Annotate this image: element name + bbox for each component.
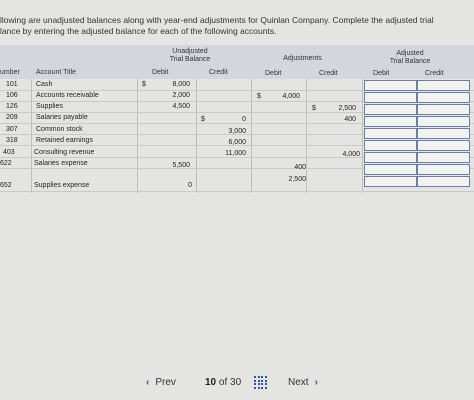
unadjusted-credit: 11,000 <box>225 150 246 157</box>
column-divider <box>196 79 197 193</box>
adjustments-header: Adjustments <box>283 55 322 62</box>
dollar-sign: $ <box>257 93 261 100</box>
unadjusted-debit: 5,500 <box>172 162 190 169</box>
account-title: Retained earnings <box>36 137 93 144</box>
adjustments-debit: 4,000 <box>282 93 300 100</box>
adjusted-debit-input[interactable] <box>364 164 417 175</box>
account-number: 652 <box>0 182 12 189</box>
adjusted-header <box>365 50 455 66</box>
account-number: 106 <box>6 92 18 99</box>
column-divider <box>137 79 138 193</box>
chevron-left-icon: ‹ <box>146 377 150 388</box>
account-number: 101 <box>6 81 18 88</box>
account-number: 403 <box>3 149 15 156</box>
instructions-line-2: lance by entering the adjusted balance for each of the following accounts. <box>0 26 277 36</box>
number-column-header: umber <box>0 69 20 76</box>
grid-icon[interactable] <box>254 376 267 389</box>
unadjusted-header <box>150 48 230 64</box>
account-title: Accounts receivable <box>36 92 99 99</box>
adjusted-debit-input[interactable] <box>364 92 417 103</box>
adjusted-credit-input[interactable] <box>417 92 470 103</box>
adjusted-credit-input[interactable] <box>417 152 470 163</box>
unadjusted-credit-header: Credit <box>209 69 228 76</box>
adjusted-header-line-1: Adjusted <box>396 50 424 57</box>
column-divider <box>362 79 363 193</box>
chevron-right-icon: › <box>314 377 318 388</box>
account-title: Consulting revenue <box>34 149 95 156</box>
adjusted-credit-input[interactable] <box>417 176 470 187</box>
unadjusted-credit: 0 <box>242 116 246 123</box>
dollar-sign: $ <box>142 81 146 88</box>
account-title: Supplies expense <box>34 182 90 189</box>
adjustments-debit: 400 <box>294 164 306 171</box>
instructions-line-1: llowing are unadjusted balances along with year-end adjustments for Quinlan Company. Complete the adjusted trial <box>0 15 434 25</box>
account-title: Common stock <box>36 126 83 133</box>
account-title-column-header: Account Title <box>36 69 77 76</box>
account-number: 126 <box>6 103 18 110</box>
column-divider <box>31 79 32 193</box>
column-divider <box>306 79 307 193</box>
adjusted-credit-input[interactable] <box>417 80 470 91</box>
next-label: Next <box>288 377 309 388</box>
adjusted-debit-input[interactable] <box>364 80 417 91</box>
adjustments-credit-header: Credit <box>319 70 338 77</box>
adjusted-debit-input[interactable] <box>364 140 417 151</box>
current-page: 10 <box>205 377 217 388</box>
pagination-bar <box>0 365 474 395</box>
adjustments-credit: 4,000 <box>342 151 360 158</box>
account-title: Supplies <box>36 103 63 110</box>
unadjusted-debit: 8,000 <box>172 81 190 88</box>
adjusted-debit-input[interactable] <box>364 128 417 139</box>
row-divider <box>0 191 474 192</box>
adjusted-credit-header: Credit <box>425 70 444 77</box>
next-button[interactable] <box>288 377 318 388</box>
adjusted-credit-input[interactable] <box>417 128 470 139</box>
adjusted-debit-input[interactable] <box>364 104 417 115</box>
adjusted-credit-input[interactable] <box>417 164 470 175</box>
account-title: Cash <box>36 81 53 88</box>
adjusted-credit-input[interactable] <box>417 104 470 115</box>
prev-button[interactable] <box>146 377 176 388</box>
account-title: Salaries payable <box>36 114 88 121</box>
account-number: 622 <box>0 160 12 167</box>
unadjusted-debit: 0 <box>188 182 192 189</box>
unadjusted-header-line-2: Trial Balance <box>169 56 211 63</box>
adjustments-debit: 2,500 <box>288 176 306 183</box>
page-indicator <box>205 377 241 388</box>
of-label: of <box>218 377 228 388</box>
adjusted-credit-input[interactable] <box>417 116 470 127</box>
unadjusted-header-line-1: Unadjusted <box>172 48 208 55</box>
unadjusted-debit: 2,000 <box>172 92 190 99</box>
adjusted-debit-input[interactable] <box>364 176 417 187</box>
dollar-sign: $ <box>201 116 205 123</box>
dollar-sign: $ <box>312 105 316 112</box>
adjustments-credit: 2,500 <box>338 105 356 112</box>
account-number: 209 <box>6 114 18 121</box>
unadjusted-credit: 6,000 <box>228 139 246 146</box>
adjusted-debit-input[interactable] <box>364 152 417 163</box>
unadjusted-credit: 3,000 <box>228 128 246 135</box>
unadjusted-debit-header: Debit <box>152 69 169 76</box>
total-pages: 30 <box>230 377 242 388</box>
column-divider <box>251 79 252 193</box>
account-number: 318 <box>6 137 18 144</box>
adjustments-debit-header: Debit <box>265 70 282 77</box>
unadjusted-debit: 4,500 <box>172 103 190 110</box>
adjusted-debit-header: Debit <box>373 70 390 77</box>
account-number: 307 <box>6 126 18 133</box>
prev-label: Prev <box>155 377 176 388</box>
adjusted-header-line-2: Trial Balance <box>389 58 431 65</box>
adjustments-credit: 400 <box>344 116 356 123</box>
account-title: Salaries expense <box>34 160 88 167</box>
adjusted-credit-input[interactable] <box>417 140 470 151</box>
adjusted-debit-input[interactable] <box>364 116 417 127</box>
